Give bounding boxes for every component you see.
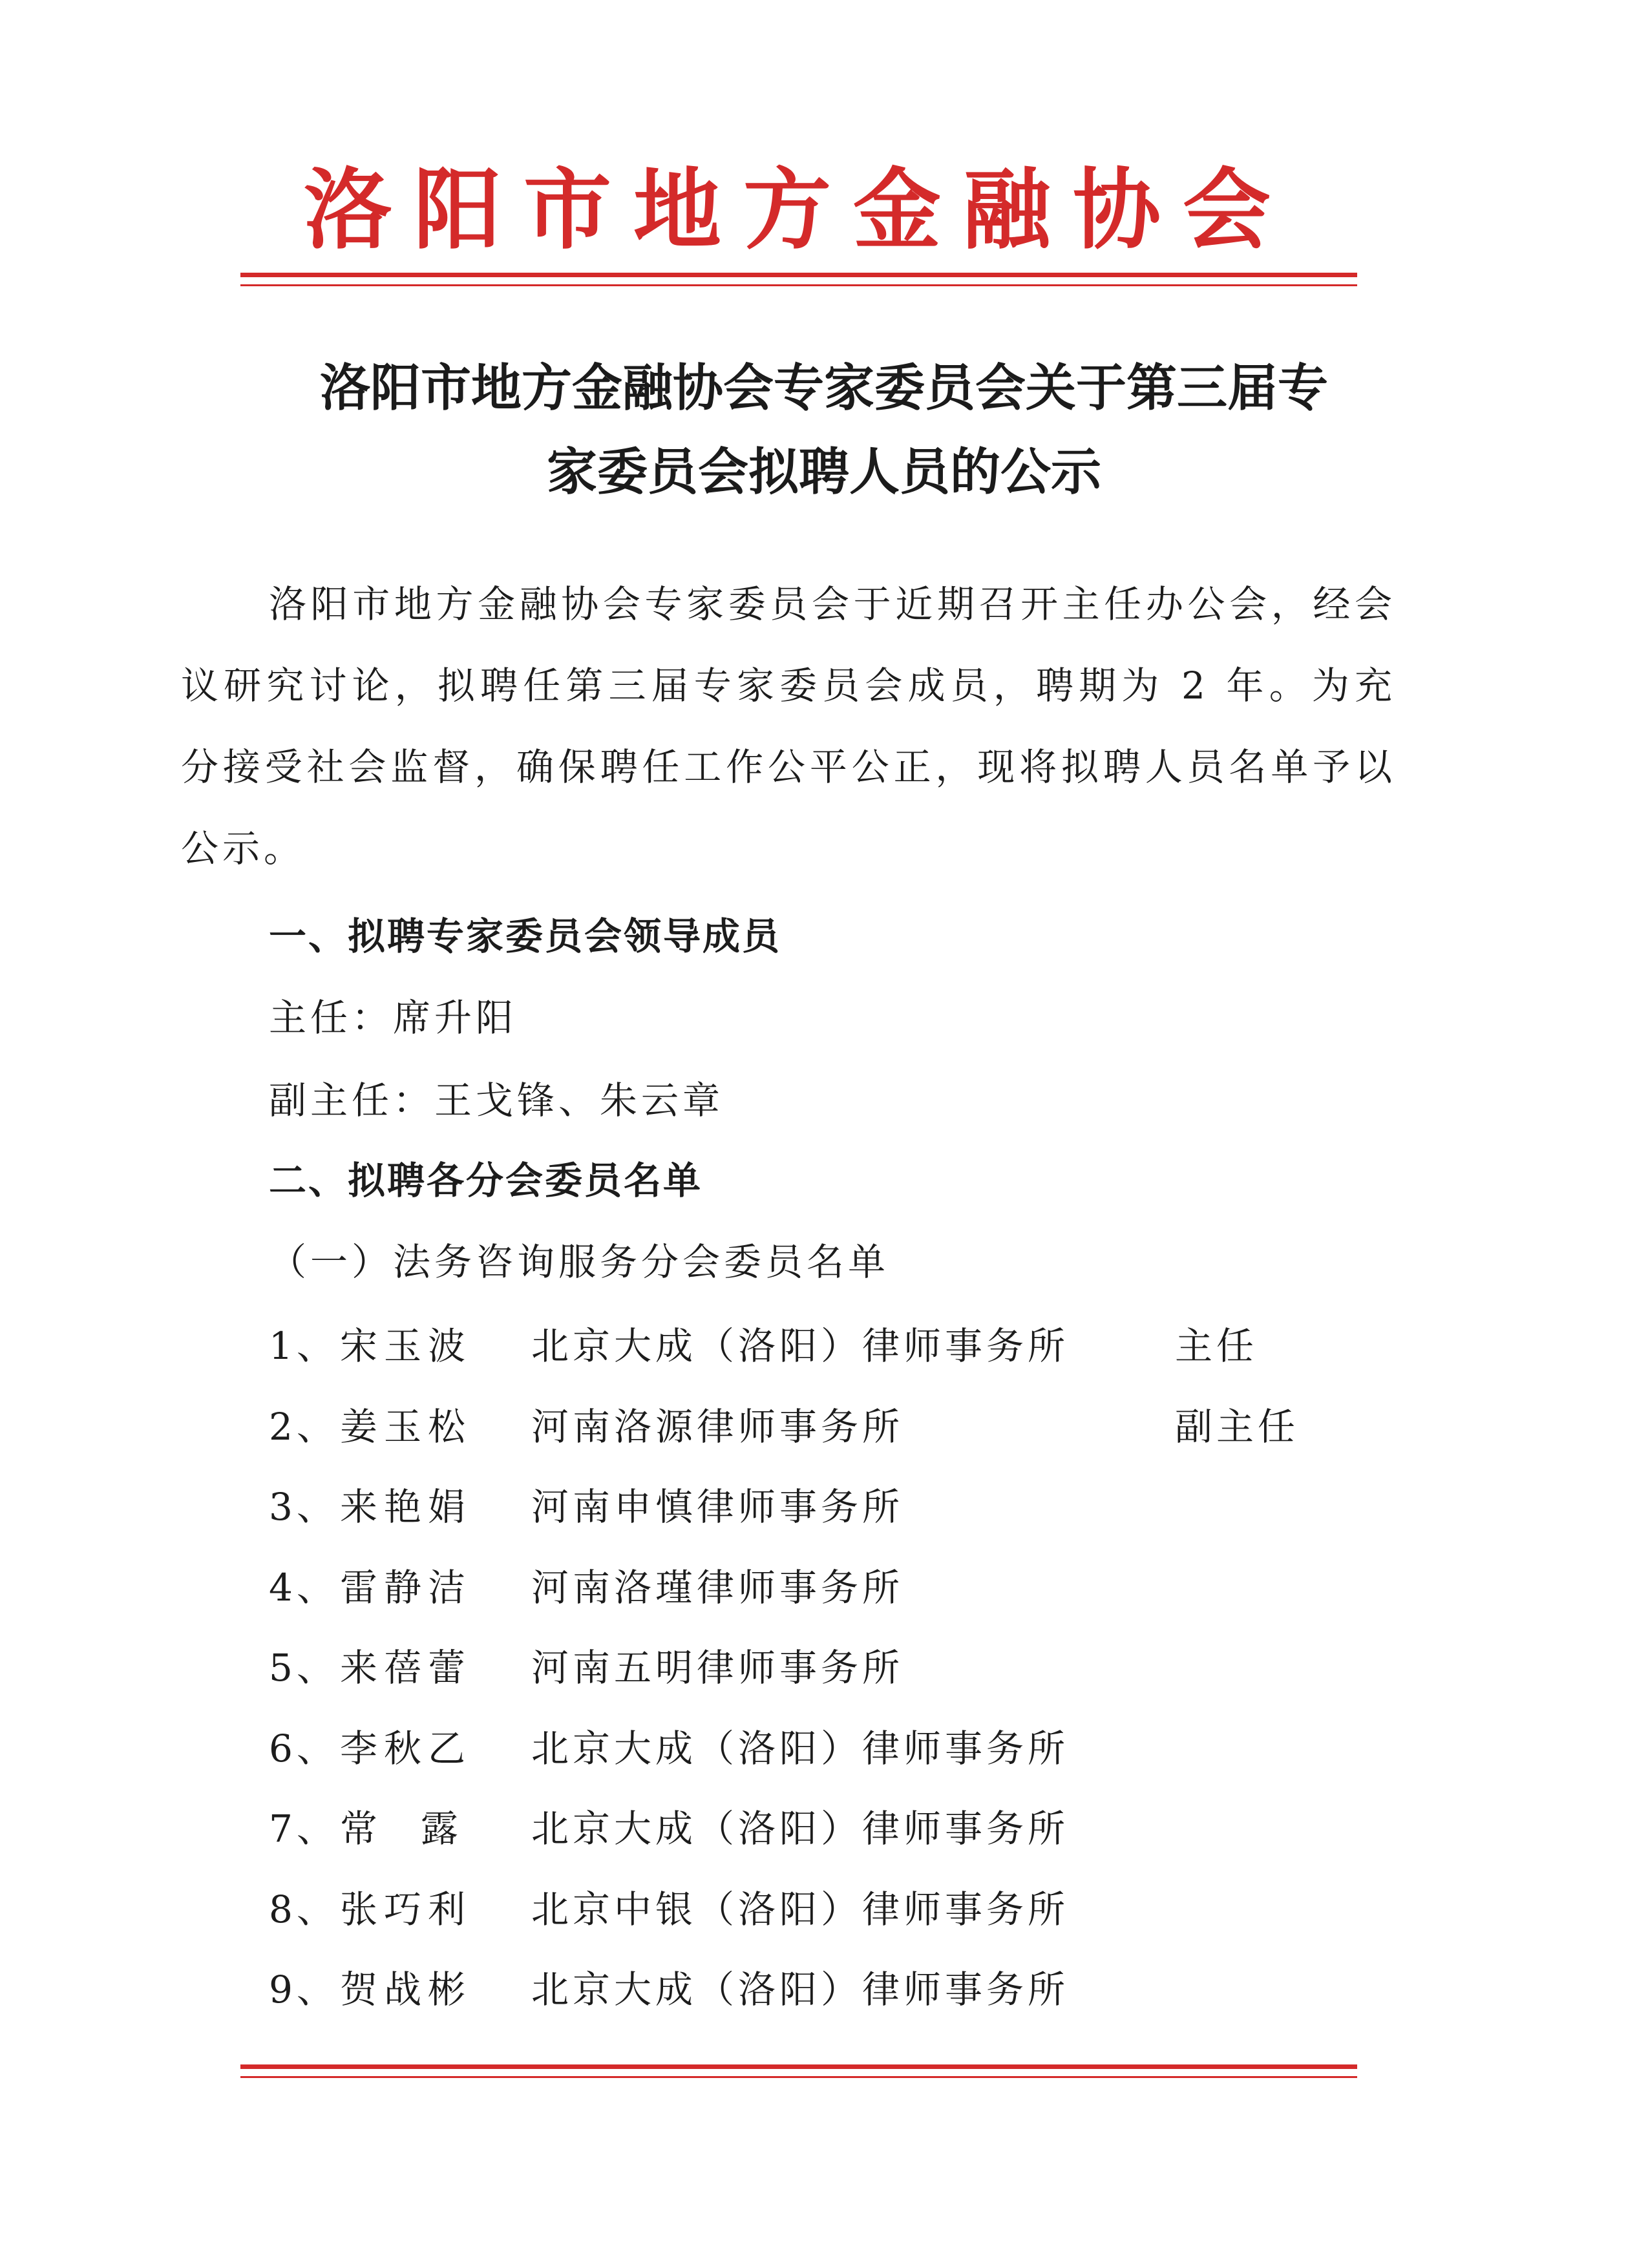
section-2-heading: 二、拟聘各分会委员名单 [269, 1159, 703, 1202]
document-title-line-1: 洛阳市地方金融协会专家委员会关于第三届专 [319, 359, 1328, 417]
member-number: 4、 [269, 1565, 338, 1610]
member-name: 李秋乙 [340, 1726, 472, 1770]
member-firm: 河南洛瑾律师事务所 [531, 1565, 904, 1610]
director-line: 主任：席升阳 [269, 996, 518, 1040]
document-title-line-2: 家委员会拟聘人员的公示 [546, 443, 1101, 501]
member-name: 姜玉松 [340, 1404, 472, 1449]
subsection-heading: （一）法务咨询服务分会委员名单 [269, 1240, 890, 1284]
member-number: 7、 [269, 1807, 338, 1851]
member-firm: 河南五明律师事务所 [531, 1646, 904, 1690]
member-number: 9、 [269, 1968, 338, 2011]
member-firm: 北京大成（洛阳）律师事务所 [531, 1324, 1070, 1368]
letterhead-rule-thin [240, 284, 1357, 286]
member-firm: 河南申慎律师事务所 [531, 1485, 904, 1529]
section-1-heading: 一、拟聘专家委员会领导成员 [269, 914, 782, 958]
member-firm: 北京大成（洛阳）律师事务所 [531, 1968, 1070, 2011]
member-name: 来艳娟 [340, 1485, 472, 1529]
footer-rule-thick [240, 2064, 1357, 2069]
member-role: 主任 [1175, 1324, 1258, 1368]
footer-rule-thin [240, 2076, 1357, 2078]
member-number: 6、 [269, 1726, 338, 1770]
member-firm: 北京中银（洛阳）律师事务所 [531, 1887, 1070, 1931]
deputy-director-line: 副主任：王戈锋、朱云章 [269, 1078, 724, 1122]
member-number: 5、 [269, 1646, 338, 1690]
member-number: 1、 [269, 1324, 338, 1368]
member-number: 2、 [269, 1404, 338, 1449]
member-firm: 北京大成（洛阳）律师事务所 [531, 1807, 1070, 1851]
member-name: 来蓓蕾 [340, 1646, 472, 1690]
letterhead-org-name: 洛阳市地方金融协会 [304, 158, 1293, 262]
member-name: 贺战彬 [340, 1968, 472, 2011]
member-name: 宋玉波 [340, 1324, 472, 1368]
member-name: 张巧利 [340, 1887, 472, 1931]
member-number: 3、 [269, 1485, 338, 1529]
member-number: 8、 [269, 1887, 338, 1931]
member-name: 雷静洁 [340, 1565, 472, 1610]
member-name: 常 露 [340, 1807, 465, 1851]
member-firm: 北京大成（洛阳）律师事务所 [531, 1726, 1070, 1770]
member-firm: 河南洛源律师事务所 [531, 1404, 904, 1449]
letterhead-rule-thick [240, 273, 1357, 277]
member-role: 副主任 [1175, 1404, 1300, 1449]
intro-paragraph: 洛阳市地方金融协会专家委员会于近期召开主任办公会，经会议研究讨论，拟聘任第三届专家委员会成员，聘期为 2 年。为充分接受社会监督，确保聘任工作公平公正，现将拟聘人员名单予以公示。 [181, 582, 1396, 870]
